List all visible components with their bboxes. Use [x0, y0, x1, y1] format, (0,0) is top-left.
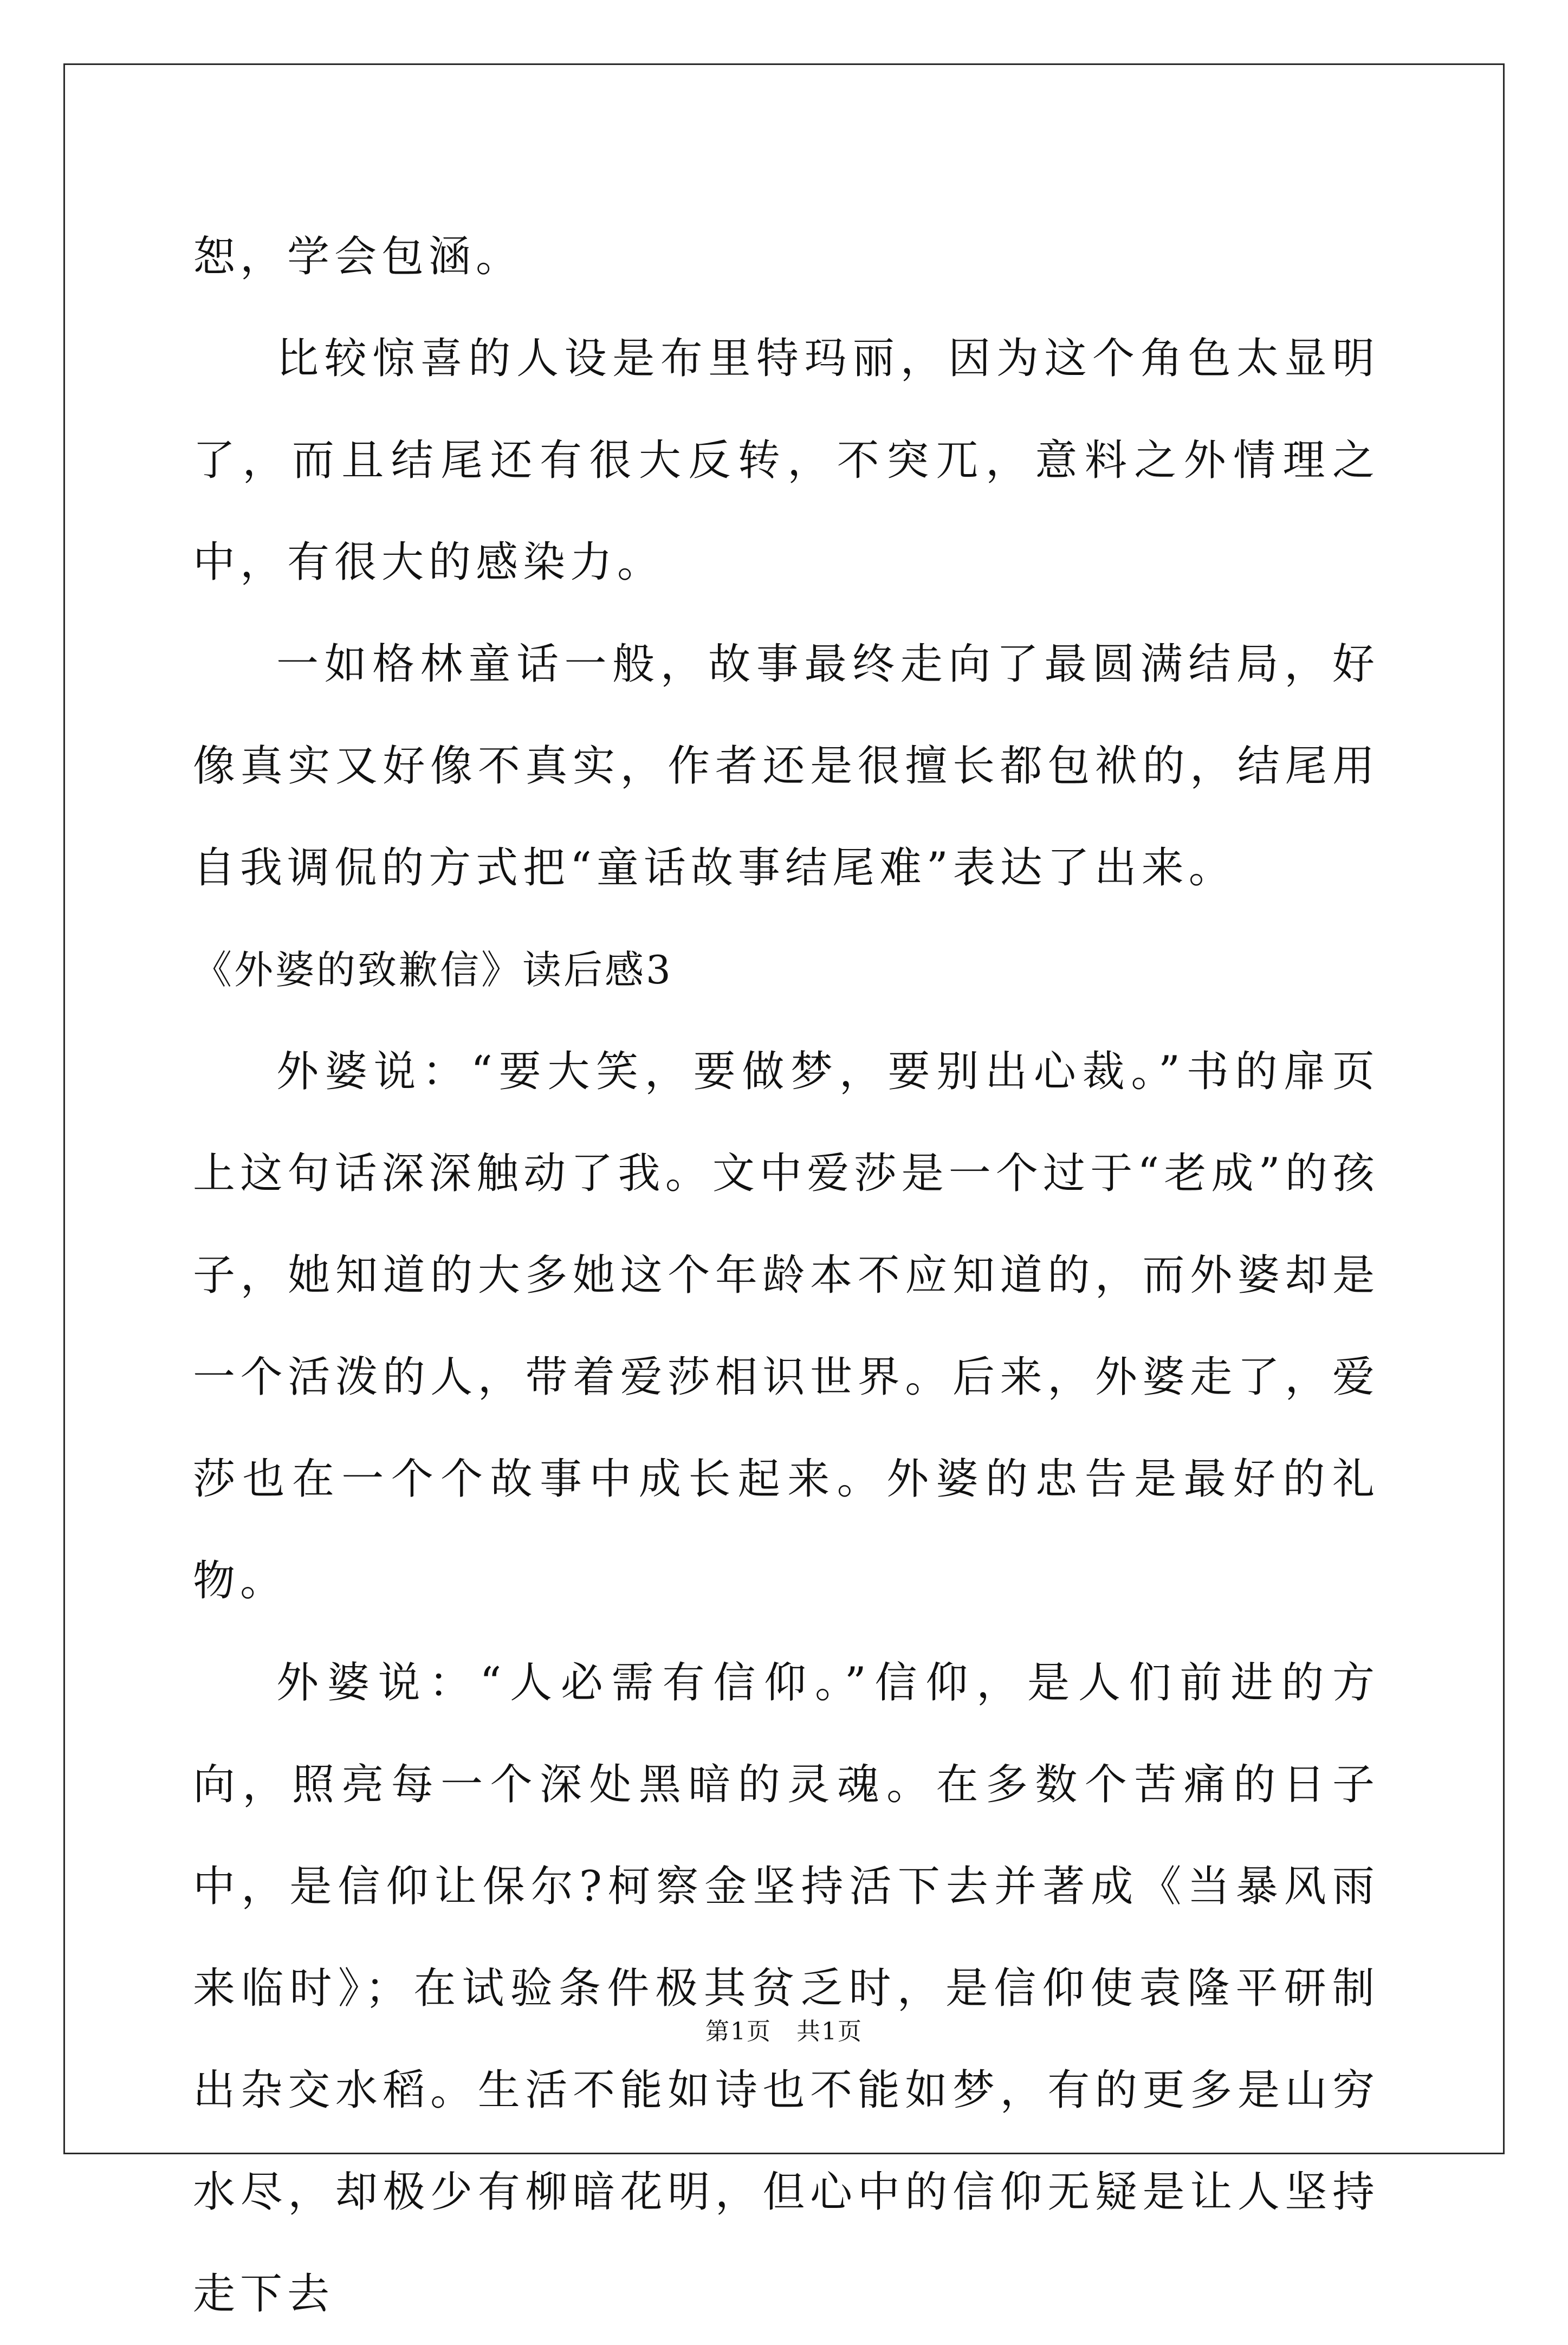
page-number-footer: 第1页 共1页 [705, 2018, 863, 2045]
paragraph-grandma-advice: 外婆说：“要大笑，要做梦，要别出心裁。”书的扉页上这句话深深触动了我。文中爱莎是一个过于“老成”的孩子，她知道的大多她这个年龄本不应知道的，而外婆却是一个活泼的人，带着爱莎相识世界。后来，外婆走了，爱莎也在一个个故事中成长起来。外婆的忠告是最好的礼物。 [193, 1047, 1379, 1605]
paragraph-ending-review: 一如格林童话一般，故事最终走向了最圆满结局，好像真实又好像不真实，作者还是很擅长都包袱的，结尾用自我调侃的方式把“童话故事结尾难”表达了出来。 [193, 640, 1379, 892]
paragraph-continued: 恕，学会包涵。 [193, 232, 523, 281]
paragraph-faith: 外婆说：“人必需有信仰。”信仰，是人们前进的方向，照亮每一个深处黑暗的灵魂。在多数个苦痛的日子中，是信仰让保尔?柯察金坚持活下去并著成《当暴风雨来临时》；在试验条件极其贫乏时，是信仰使袁隆平研制出杂交水稻。生活不能如诗也不能如梦，有的更多是山穷水尽，却极少有柳暗花明，但心中的信仰无疑是让人坚持走下去 [193, 1659, 1379, 2318]
section-heading: 《外婆的致歉信》读后感3 [193, 947, 673, 993]
paragraph-character-review: 比较惊喜的人设是布里特玛丽，因为这个角色太显明了，而且结尾还有很大反转，不突兀，意料之外情理之中，有很大的感染力。 [193, 334, 1379, 587]
